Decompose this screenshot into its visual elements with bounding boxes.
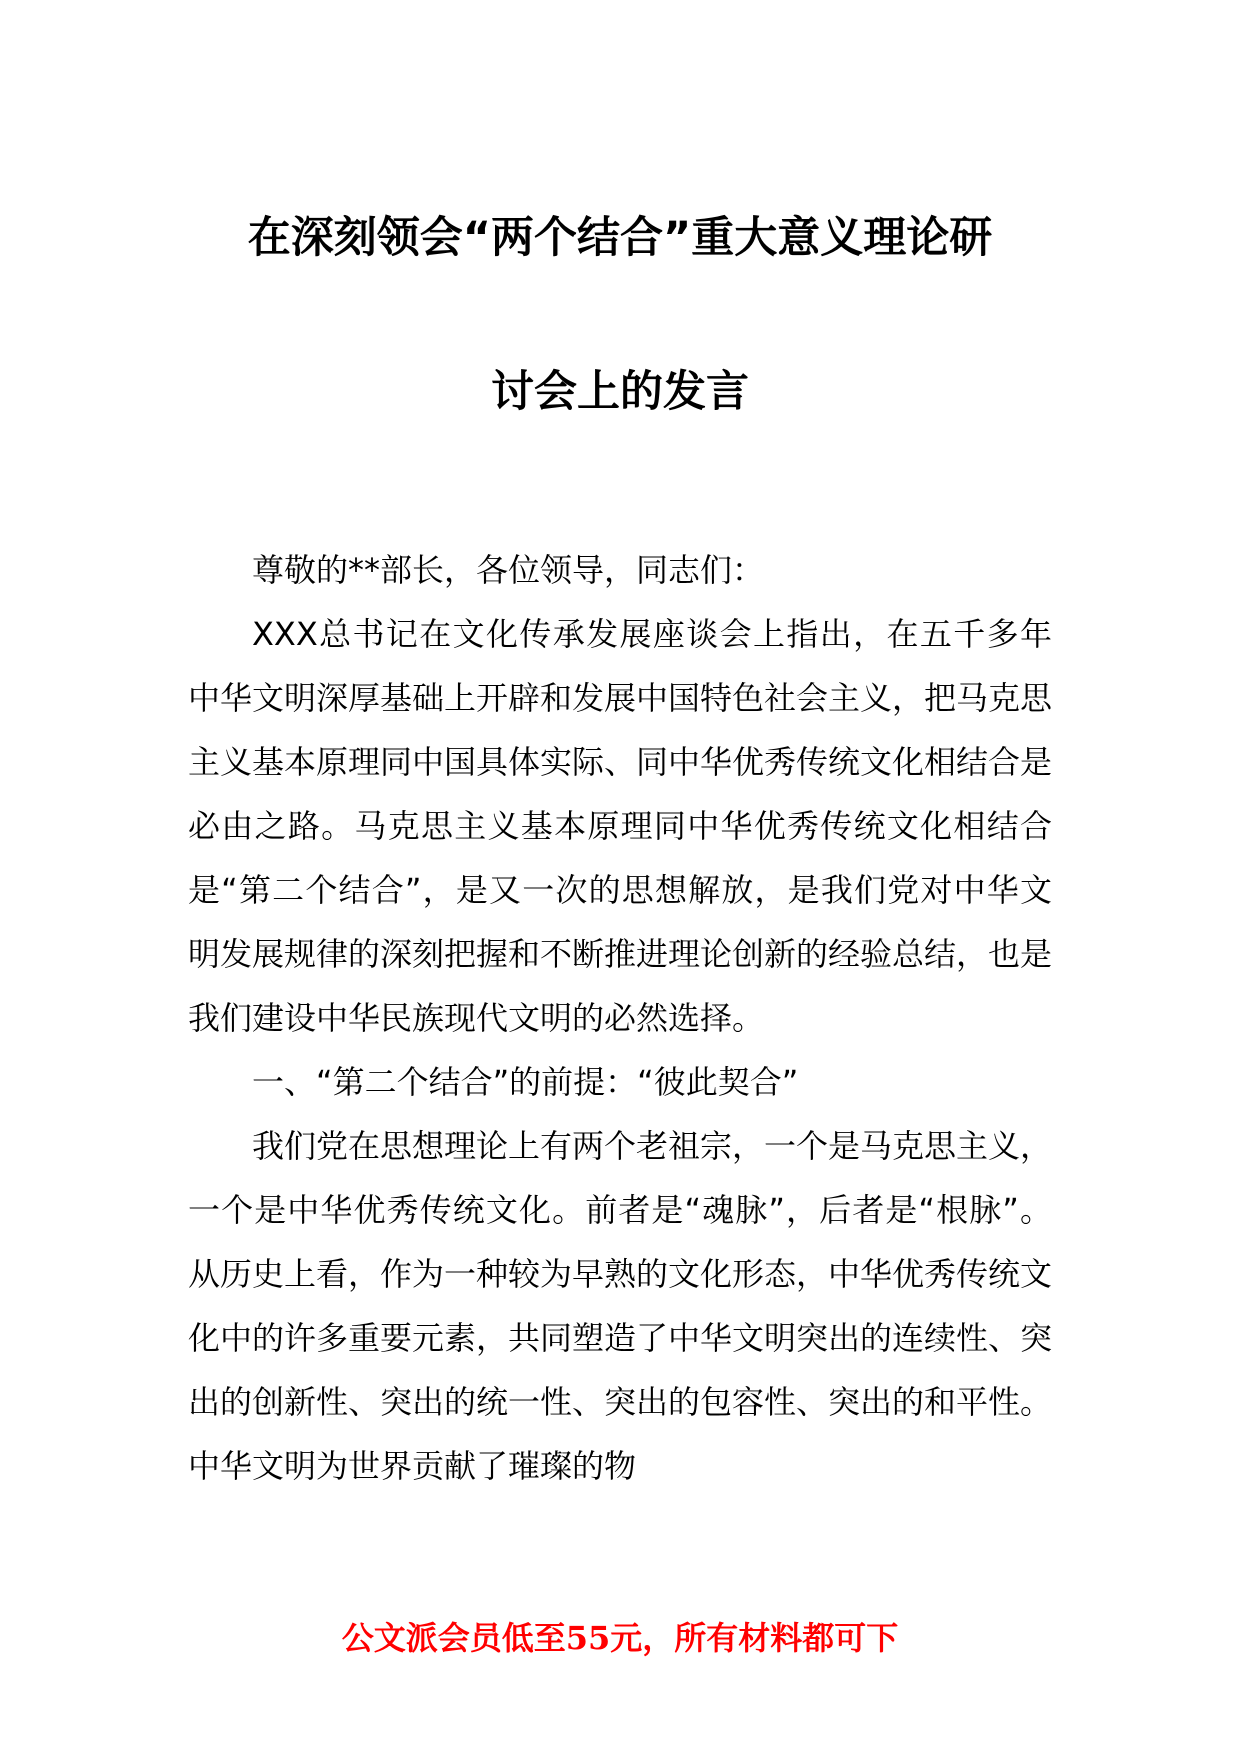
body-paragraph-intro: XXX总书记在文化传承发展座谈会上指出，在五千多年中华文明深厚基础上开辟和发展中国特色社会主义，把马克思主义基本原理同中国具体实际、同中华优秀传统文化相结合是必由之路。马克思主义基本原理同中华优秀传统文化相结合是“第二个结合”，是又一次的思想解放，是我们党对中华文明发展规律的深刻把握和不断推进理论创新的经验总结，也是我们建设中华民族现代文明的必然选择。 [188, 615, 1053, 1037]
promo-footer-note: 公文派会员低至55元，所有材料都可下 [341, 1619, 899, 1657]
body-paragraph-section-1: 我们党在思想理论上有两个老祖宗，一个是马克思主义，一个是中华优秀传统文化。前者是“魂脉”，后者是“根脉”。从历史上看，作为一种较为早熟的文化形态，中华优秀传统文化中的许多重要元素，共同塑造了中华文明突出的连续性、突出的创新性、突出的统一性、突出的包容性、突出的和平性。中华文明为世界贡献了璀璨的物 [188, 1127, 1053, 1485]
salutation-paragraph: 尊敬的**部长，各位领导，同志们： [252, 551, 765, 589]
document-title-line-2: 讨会上的发言 [491, 367, 749, 417]
document-title-line-1: 在深刻领会“两个结合”重大意义理论研 [247, 213, 993, 263]
document-body [188, 538, 1052, 1498]
section-heading-1: 一、“第二个结合”的前提：“彼此契合” [252, 1063, 799, 1101]
